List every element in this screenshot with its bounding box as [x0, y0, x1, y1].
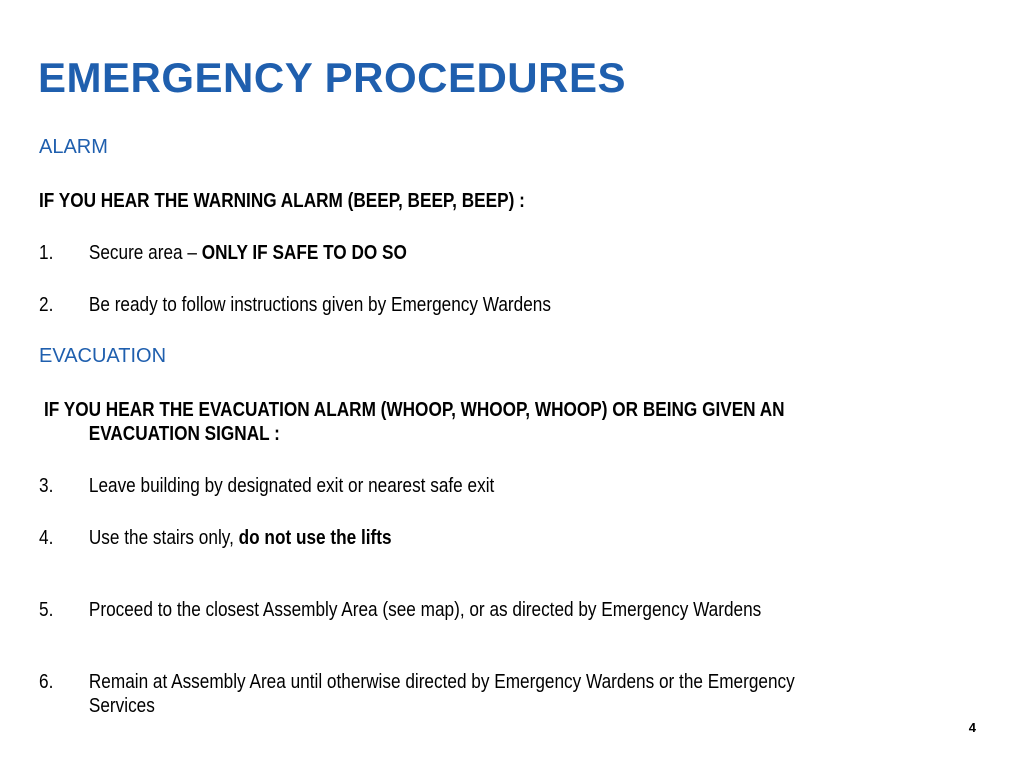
alarm-instruction — [39, 189, 604, 213]
step-text: Use the stairs only, — [88, 527, 239, 549]
step-4 — [39, 526, 449, 550]
step-text: Leave building by designated exit or nearest safe exit — [88, 475, 495, 497]
step-5 — [39, 598, 879, 622]
step-text: Be ready to follow instructions given by Emergency Wardens — [88, 294, 551, 316]
step-emphasis: ONLY IF SAFE TO DO SO — [201, 242, 407, 264]
step-emphasis: do not use the lifts — [238, 527, 392, 549]
step-text-line2: Services — [88, 695, 155, 717]
step-number: 5. — [39, 599, 54, 621]
page-number: 4 — [968, 720, 976, 735]
step-number: 6. — [39, 671, 54, 693]
alarm-heading: ALARM — [39, 136, 108, 158]
step-2 — [39, 293, 634, 317]
step-text: Secure area – — [88, 242, 202, 264]
step-6 — [39, 670, 918, 718]
evacuation-instruction-line2: EVACUATION SIGNAL : — [88, 423, 280, 445]
evacuation-instruction-line1: IF YOU HEAR THE EVACUATION ALARM (WHOOP, WHOOP, WHOOP) OR BEING GIVEN AN — [44, 399, 785, 421]
step-text: Proceed to the closest Assembly Area (see map), or as directed by Emergency Wardens — [88, 599, 762, 621]
step-number: 1. — [39, 242, 54, 264]
step-number: 3. — [39, 475, 54, 497]
step-3 — [39, 474, 568, 498]
step-1 — [39, 241, 467, 265]
evacuation-instruction — [44, 398, 905, 446]
page-title: EMERGENCY PROCEDURES — [38, 54, 626, 101]
step-number: 2. — [39, 294, 54, 316]
alarm-instruction-text: IF YOU HEAR THE WARNING ALARM (BEEP, BEEP, BEEP) : — [39, 190, 525, 212]
step-number: 4. — [39, 527, 54, 549]
evacuation-heading: EVACUATION — [39, 345, 167, 367]
step-text-line1: Remain at Assembly Area until otherwise directed by Emergency Wardens or the Emergency — [88, 671, 795, 693]
